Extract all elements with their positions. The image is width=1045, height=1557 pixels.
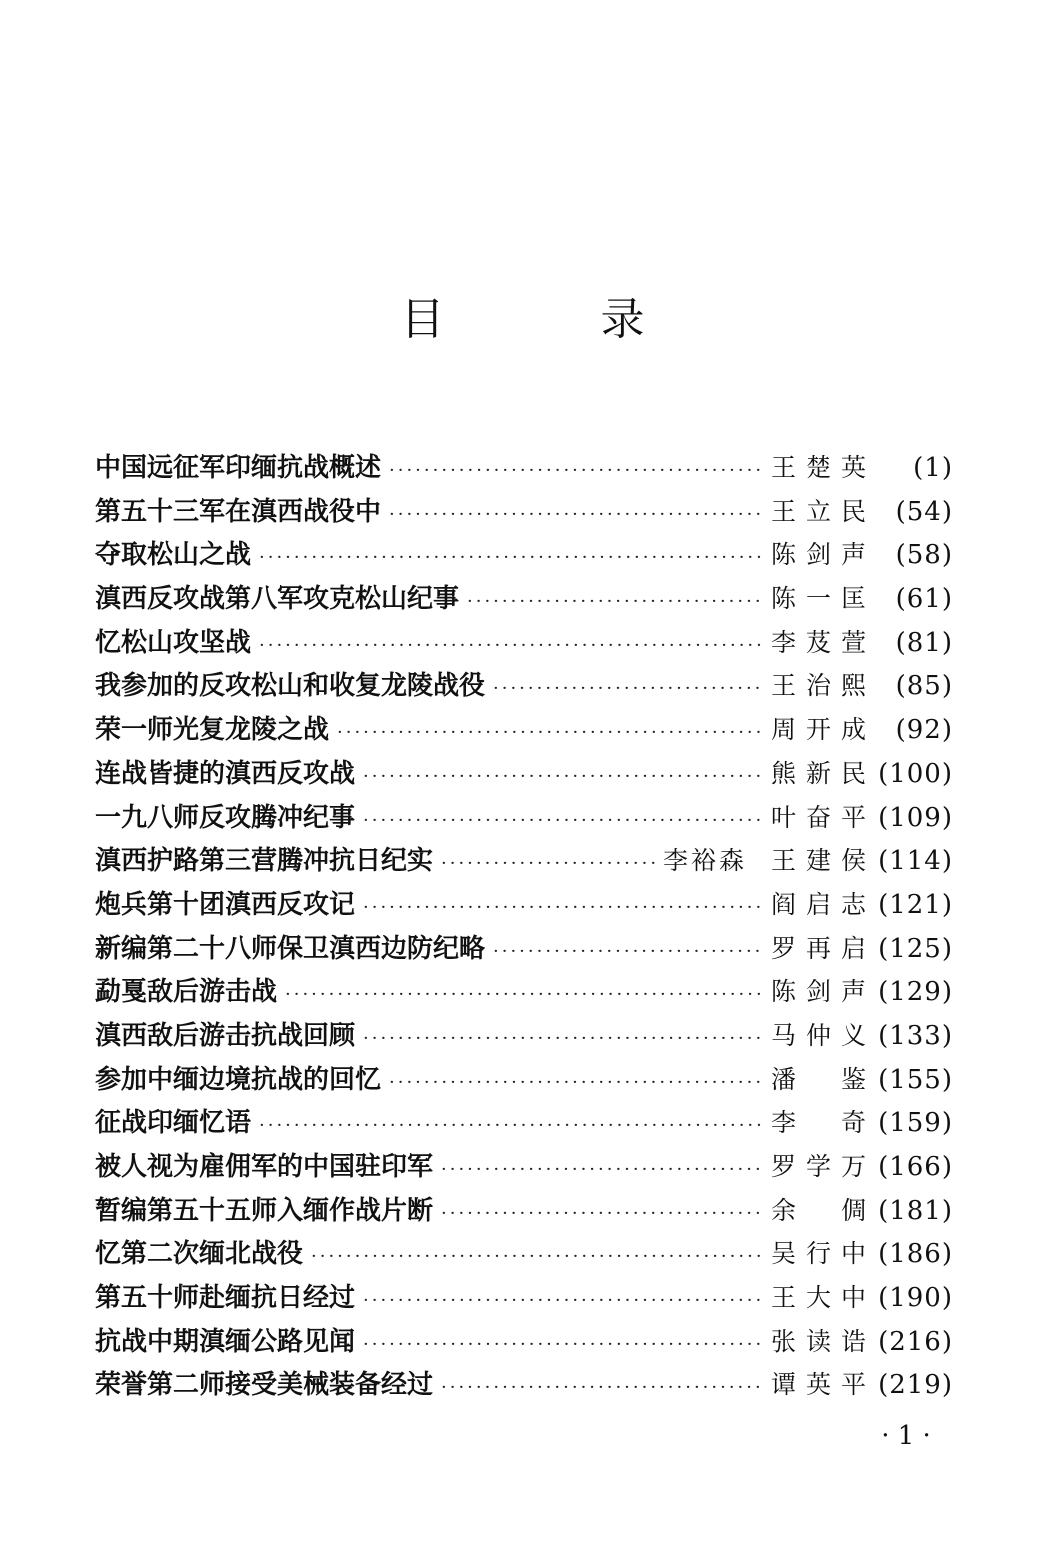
entry-coauthor: 李裕森 bbox=[662, 846, 747, 876]
toc-entry bbox=[95, 927, 953, 971]
entry-page: (159) bbox=[878, 1108, 953, 1139]
entry-title: 滇西护路第三营腾冲抗日纪实 bbox=[95, 846, 434, 877]
page-number: · 1 · bbox=[881, 1421, 931, 1451]
entry-author: 熊新民 bbox=[771, 758, 869, 788]
toc-entry bbox=[95, 621, 953, 665]
dot-leader bbox=[259, 1104, 763, 1148]
entry-author: 王建侯 bbox=[771, 846, 869, 876]
entry-title: 忆第二次缅北战役 bbox=[95, 1239, 304, 1270]
entry-title: 炮兵第十团滇西反攻记 bbox=[95, 889, 356, 920]
entry-author: 叶奋平 bbox=[771, 802, 869, 832]
toc-entry bbox=[95, 490, 953, 534]
entry-title: 勐戛敌后游击战 bbox=[95, 977, 278, 1008]
toc-entry bbox=[95, 533, 953, 577]
entry-page: (166) bbox=[878, 1152, 953, 1182]
entry-author: 陈剑声 bbox=[771, 540, 869, 570]
entry-author: 罗学万 bbox=[771, 1152, 869, 1181]
entry-title: 荣誉第二师接受美械装备经过 bbox=[95, 1370, 434, 1401]
entry-title: 一九八师反攻腾冲纪事 bbox=[95, 802, 356, 833]
toc-entry bbox=[95, 839, 953, 883]
entry-title: 参加中缅边境抗战的回忆 bbox=[95, 1064, 382, 1095]
dot-leader bbox=[259, 624, 763, 668]
entry-page: (125) bbox=[878, 933, 953, 964]
entry-author: 阎启志 bbox=[771, 889, 869, 919]
entry-page: (216) bbox=[878, 1326, 953, 1357]
entry-page: (219) bbox=[878, 1370, 953, 1401]
dot-leader bbox=[259, 536, 763, 580]
entry-title: 夺取松山之战 bbox=[95, 540, 252, 571]
entry-page: (92) bbox=[895, 715, 953, 746]
toc-entry bbox=[95, 752, 953, 796]
toc-entry bbox=[95, 1363, 953, 1407]
toc-entry bbox=[95, 708, 953, 752]
entry-title: 第五十三军在滇西战役中 bbox=[95, 496, 382, 527]
entry-page: (54) bbox=[895, 496, 953, 527]
entry-title: 我参加的反攻松山和收复龙陵战役 bbox=[95, 671, 486, 702]
entry-title: 忆松山攻坚战 bbox=[95, 627, 252, 658]
entry-author: 张读诰 bbox=[771, 1326, 869, 1356]
entry-author: 王大中 bbox=[771, 1283, 869, 1313]
toc-entry bbox=[95, 970, 953, 1014]
dot-leader bbox=[467, 580, 763, 624]
entry-author: 周开成 bbox=[771, 715, 869, 745]
entry-title: 连战皆捷的滇西反攻战 bbox=[95, 758, 356, 789]
entry-title: 新编第二十八师保卫滇西边防纪略 bbox=[95, 933, 486, 964]
entry-title: 荣一师光复龙陵之战 bbox=[95, 715, 330, 746]
entry-author: 谭英平 bbox=[771, 1370, 869, 1400]
dot-leader bbox=[363, 1323, 763, 1367]
page-title: 目 录 bbox=[400, 294, 701, 345]
entry-author: 陈剑声 bbox=[771, 977, 869, 1007]
entry-title: 滇西敌后游击抗战回顾 bbox=[95, 1020, 356, 1051]
dot-leader bbox=[441, 1366, 763, 1410]
entry-page: (61) bbox=[895, 584, 953, 615]
entry-page: (121) bbox=[878, 889, 953, 920]
entry-author: 罗再启 bbox=[771, 933, 869, 963]
entry-page: (81) bbox=[895, 627, 953, 658]
entry-author: 王楚英 bbox=[771, 453, 869, 482]
dot-leader bbox=[441, 842, 655, 886]
dot-leader bbox=[441, 1192, 763, 1236]
entry-title: 被人视为雇佣军的中国驻印军 bbox=[95, 1152, 434, 1182]
toc-entry bbox=[95, 1145, 953, 1189]
entry-author: 王立民 bbox=[771, 496, 869, 526]
entry-author: 余 倜 bbox=[771, 1195, 869, 1225]
toc-entry bbox=[95, 1058, 953, 1102]
entry-author: 潘 鉴 bbox=[771, 1064, 869, 1094]
entry-page: (1) bbox=[913, 453, 953, 483]
toc-entry bbox=[95, 1101, 953, 1145]
dot-leader bbox=[363, 1017, 763, 1061]
entry-page: (58) bbox=[895, 540, 953, 571]
entry-page: (133) bbox=[878, 1020, 953, 1051]
entry-page: (114) bbox=[878, 846, 953, 877]
dot-leader bbox=[311, 1235, 763, 1279]
dot-leader bbox=[363, 886, 763, 930]
dot-leader bbox=[441, 1148, 763, 1192]
toc-entry bbox=[95, 1232, 953, 1276]
dot-leader bbox=[363, 799, 763, 843]
dot-leader bbox=[389, 1061, 763, 1105]
entry-page: (186) bbox=[878, 1239, 953, 1270]
entry-author: 陈一匡 bbox=[771, 584, 869, 614]
dot-leader bbox=[363, 755, 763, 799]
entry-page: (155) bbox=[878, 1064, 953, 1095]
dot-leader bbox=[389, 493, 763, 537]
entry-title: 抗战中期滇缅公路见闻 bbox=[95, 1326, 356, 1357]
toc-entry bbox=[95, 883, 953, 927]
entry-title: 第五十师赴缅抗日经过 bbox=[95, 1283, 356, 1314]
entry-author: 吴行中 bbox=[771, 1239, 869, 1269]
entry-page: (129) bbox=[878, 977, 953, 1008]
toc-entry bbox=[95, 1014, 953, 1058]
toc-entry bbox=[95, 664, 953, 708]
entry-page: (190) bbox=[878, 1283, 953, 1314]
entry-author: 王治熙 bbox=[771, 671, 869, 701]
dot-leader bbox=[389, 449, 763, 493]
entry-title: 征战印缅忆语 bbox=[95, 1108, 252, 1139]
entry-title: 滇西反攻战第八军攻克松山纪事 bbox=[95, 584, 460, 615]
entry-title: 暂编第五十五师入缅作战片断 bbox=[95, 1195, 434, 1226]
entry-author: 马仲义 bbox=[771, 1020, 869, 1050]
entry-author: 李芨萱 bbox=[771, 627, 869, 657]
toc-entry bbox=[95, 1189, 953, 1233]
toc-entry bbox=[95, 577, 953, 621]
entry-page: (181) bbox=[878, 1195, 953, 1226]
dot-leader bbox=[285, 973, 763, 1017]
toc-entry bbox=[95, 1320, 953, 1364]
dot-leader bbox=[493, 667, 763, 711]
dot-leader bbox=[363, 1279, 763, 1323]
table-of-contents bbox=[95, 446, 953, 1407]
entry-page: (109) bbox=[878, 802, 953, 833]
toc-entry bbox=[95, 446, 953, 490]
entry-page: (85) bbox=[895, 671, 953, 702]
toc-entry bbox=[95, 1276, 953, 1320]
dot-leader bbox=[337, 711, 763, 755]
toc-entry bbox=[95, 796, 953, 840]
entry-page: (100) bbox=[878, 758, 953, 789]
dot-leader bbox=[493, 930, 763, 974]
entry-author: 李 奇 bbox=[771, 1108, 869, 1138]
entry-title: 中国远征军印缅抗战概述 bbox=[95, 453, 382, 483]
